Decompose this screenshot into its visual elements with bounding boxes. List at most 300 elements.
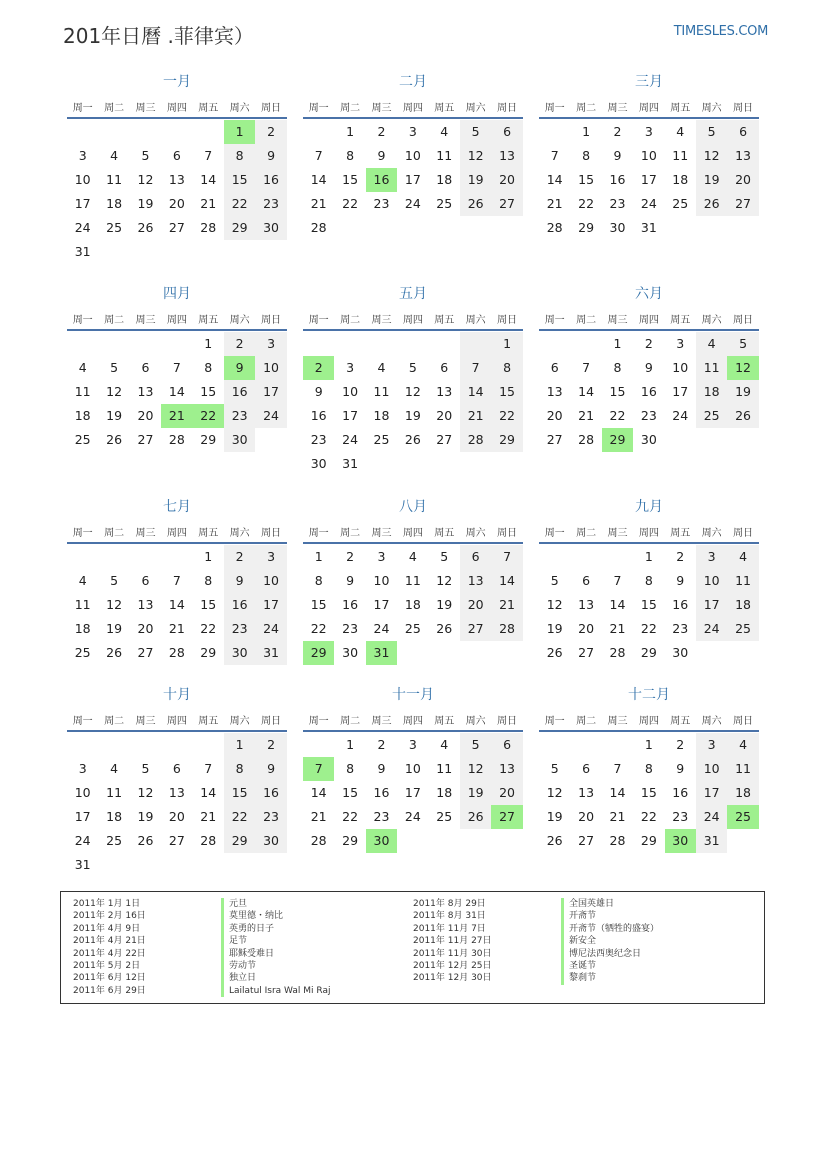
day-cell: 27 <box>727 192 758 216</box>
day-cell: 24 <box>404 809 421 824</box>
day-cell: 21 <box>200 196 217 211</box>
day-cell: 17 <box>696 593 727 617</box>
day-cell: 3 <box>676 336 685 351</box>
day-cell: 5 <box>141 148 150 163</box>
month-name: 一月 <box>163 74 191 90</box>
holiday-day-cell: 25 <box>727 805 758 829</box>
day-cell: 23 <box>373 809 390 824</box>
empty-cell <box>460 641 491 665</box>
day-cell: 20 <box>578 809 595 824</box>
empty-cell <box>460 452 491 476</box>
day-cell: 5 <box>110 573 119 588</box>
day-cell: 5 <box>440 549 449 564</box>
month-name: 四月 <box>163 286 191 302</box>
day-cell: 2 <box>644 336 653 351</box>
empty-cell <box>255 240 286 264</box>
empty-cell <box>98 120 129 144</box>
day-cell: 2 <box>377 124 386 139</box>
day-cell: 26 <box>106 645 123 660</box>
day-cell: 5 <box>696 120 727 144</box>
holiday-day-cell: 7 <box>303 757 334 781</box>
weekday-label: 周二 <box>576 102 597 114</box>
day-cell: 24 <box>74 833 91 848</box>
weekday-label: 周日 <box>497 715 518 727</box>
empty-cell <box>429 452 460 476</box>
day-cell: 28 <box>168 645 185 660</box>
month-name: 八月 <box>399 499 427 515</box>
day-cell: 22 <box>491 404 522 428</box>
day-cell: 11 <box>74 597 91 612</box>
weekday-label: 周二 <box>576 314 597 326</box>
month-block <box>67 686 287 877</box>
day-cell: 8 <box>224 144 255 168</box>
weekday-label: 周一 <box>544 527 565 539</box>
day-cell: 7 <box>172 360 181 375</box>
weekday-label: 周四 <box>638 314 659 326</box>
weekday-label: 周三 <box>135 527 156 539</box>
day-cell: 14 <box>200 785 217 800</box>
day-cell: 1 <box>613 336 622 351</box>
day-cell: 22 <box>200 621 217 636</box>
day-cell: 24 <box>696 805 727 829</box>
day-cell: 30 <box>255 216 286 240</box>
empty-cell <box>303 733 334 757</box>
weekday-header <box>303 520 523 544</box>
day-cell: 15 <box>640 785 657 800</box>
day-cell: 26 <box>137 220 154 235</box>
empty-cell <box>130 332 161 356</box>
day-cell: 18 <box>727 781 758 805</box>
day-cell: 4 <box>377 360 386 375</box>
day-cell: 19 <box>460 168 491 192</box>
day-cell: 11 <box>696 356 727 380</box>
day-cell: 25 <box>436 196 453 211</box>
empty-cell <box>397 829 428 853</box>
holiday-day-cell: 16 <box>366 168 397 192</box>
day-cell: 13 <box>727 144 758 168</box>
weekday-label: 周三 <box>607 102 628 114</box>
empty-cell <box>727 641 758 665</box>
month-name: 二月 <box>399 74 427 90</box>
day-cell: 27 <box>460 617 491 641</box>
month-block <box>303 498 523 665</box>
day-cell: 9 <box>676 761 685 776</box>
month-name: 三月 <box>635 74 663 90</box>
day-cell: 8 <box>346 761 355 776</box>
day-cell: 11 <box>436 761 453 776</box>
empty-cell <box>224 853 255 877</box>
day-cell: 28 <box>168 432 185 447</box>
day-cell: 16 <box>609 172 626 187</box>
day-cell: 13 <box>137 384 154 399</box>
day-cell: 22 <box>224 805 255 829</box>
empty-cell <box>161 733 192 757</box>
day-cell: 24 <box>255 404 286 428</box>
day-cell: 10 <box>255 356 286 380</box>
day-cell: 14 <box>460 380 491 404</box>
day-cell: 10 <box>255 569 286 593</box>
day-cell: 31 <box>342 456 359 471</box>
day-cell: 1 <box>582 124 591 139</box>
day-cell: 5 <box>110 360 119 375</box>
month-name: 九月 <box>635 499 663 515</box>
empty-cell <box>696 641 727 665</box>
day-cell: 15 <box>609 384 626 399</box>
day-cell: 9 <box>224 569 255 593</box>
empty-cell <box>224 240 255 264</box>
day-cell: 31 <box>74 244 91 259</box>
weekday-label: 周五 <box>434 527 455 539</box>
day-cell: 6 <box>141 573 150 588</box>
day-cell: 2 <box>224 545 255 569</box>
weekday-label: 周日 <box>733 102 754 114</box>
empty-cell <box>98 733 129 757</box>
weekday-label: 周日 <box>261 314 282 326</box>
day-cell: 16 <box>224 380 255 404</box>
weekday-label: 周日 <box>497 102 518 114</box>
day-cell: 16 <box>672 785 689 800</box>
day-cell: 15 <box>224 781 255 805</box>
empty-cell <box>397 216 428 240</box>
weekday-label: 周一 <box>72 715 93 727</box>
day-cell: 19 <box>460 781 491 805</box>
empty-cell <box>539 733 570 757</box>
day-cell: 16 <box>224 593 255 617</box>
day-cell: 7 <box>613 573 622 588</box>
day-cell: 17 <box>696 781 727 805</box>
day-cell: 27 <box>137 432 154 447</box>
day-cell: 22 <box>310 621 327 636</box>
day-cell: 8 <box>224 757 255 781</box>
empty-cell <box>193 120 224 144</box>
day-cell: 19 <box>696 168 727 192</box>
day-cell: 25 <box>106 833 123 848</box>
day-cell: 14 <box>609 785 626 800</box>
weekday-header <box>67 95 287 119</box>
weekday-header <box>539 708 759 732</box>
day-cell: 20 <box>578 621 595 636</box>
day-cell: 28 <box>546 220 563 235</box>
day-grid <box>539 733 759 853</box>
day-cell: 30 <box>310 456 327 471</box>
weekday-label: 周二 <box>576 715 597 727</box>
day-cell: 8 <box>613 360 622 375</box>
empty-cell <box>460 829 491 853</box>
empty-cell <box>161 332 192 356</box>
month-block <box>303 285 523 476</box>
day-cell: 27 <box>168 833 185 848</box>
day-cell: 22 <box>342 809 359 824</box>
day-cell: 29 <box>224 829 255 853</box>
weekday-label: 周日 <box>261 102 282 114</box>
day-cell: 28 <box>200 220 217 235</box>
holiday-date: 2011年 6月 29日 <box>73 985 146 996</box>
day-cell: 4 <box>440 124 449 139</box>
day-cell: 3 <box>408 737 417 752</box>
empty-cell <box>67 332 98 356</box>
weekday-label: 周二 <box>104 527 125 539</box>
weekday-label: 周六 <box>465 102 486 114</box>
holiday-day-cell: 21 <box>161 404 192 428</box>
weekday-header <box>539 520 759 544</box>
day-cell: 22 <box>640 621 657 636</box>
month-block <box>539 285 759 452</box>
day-cell: 6 <box>491 733 522 757</box>
weekday-label: 周三 <box>135 102 156 114</box>
weekday-label: 周二 <box>104 102 125 114</box>
day-cell: 11 <box>106 785 123 800</box>
day-cell: 5 <box>460 733 491 757</box>
day-cell: 28 <box>491 617 522 641</box>
day-cell: 27 <box>546 432 563 447</box>
day-cell: 31 <box>640 220 657 235</box>
weekday-label: 周日 <box>261 527 282 539</box>
holiday-name: 独立日 <box>221 972 330 984</box>
month-block <box>303 73 523 240</box>
day-cell: 20 <box>546 408 563 423</box>
day-cell: 21 <box>310 809 327 824</box>
day-cell: 29 <box>342 833 359 848</box>
weekday-label: 周三 <box>607 715 628 727</box>
empty-cell <box>696 216 727 240</box>
day-grid <box>303 545 523 665</box>
day-cell: 5 <box>408 360 417 375</box>
empty-cell <box>130 853 161 877</box>
day-cell: 12 <box>106 384 123 399</box>
day-cell: 28 <box>578 432 595 447</box>
weekday-label: 周一 <box>544 715 565 727</box>
weekday-label: 周二 <box>340 102 361 114</box>
empty-cell <box>727 428 758 452</box>
weekday-label: 周三 <box>371 102 392 114</box>
empty-cell <box>98 545 129 569</box>
day-cell: 30 <box>224 428 255 452</box>
day-cell: 20 <box>137 408 154 423</box>
holiday-day-cell: 30 <box>366 829 397 853</box>
day-cell: 16 <box>640 384 657 399</box>
day-cell: 17 <box>255 380 286 404</box>
day-cell: 4 <box>78 360 87 375</box>
weekday-label: 周三 <box>371 527 392 539</box>
day-cell: 24 <box>696 617 727 641</box>
day-cell: 12 <box>436 573 453 588</box>
holiday-name: 元旦 <box>221 898 330 910</box>
day-cell: 15 <box>640 597 657 612</box>
day-cell: 6 <box>172 148 181 163</box>
holiday-date: 2011年 8月 31日 <box>413 911 486 922</box>
empty-cell <box>366 332 397 356</box>
weekday-label: 周二 <box>340 314 361 326</box>
day-cell: 7 <box>172 573 181 588</box>
weekday-header <box>303 95 523 119</box>
day-cell: 28 <box>609 645 626 660</box>
day-cell: 19 <box>106 408 123 423</box>
day-cell: 17 <box>672 384 689 399</box>
day-cell: 17 <box>342 408 359 423</box>
weekday-label: 周日 <box>733 314 754 326</box>
day-cell: 23 <box>255 805 286 829</box>
day-cell: 16 <box>255 781 286 805</box>
day-cell: 4 <box>110 761 119 776</box>
day-cell: 2 <box>676 549 685 564</box>
weekday-label: 周日 <box>733 715 754 727</box>
day-cell: 24 <box>373 621 390 636</box>
holiday-name: 劳动节 <box>221 960 330 972</box>
day-cell: 21 <box>609 621 626 636</box>
day-grid <box>303 120 523 240</box>
day-cell: 27 <box>436 432 453 447</box>
day-cell: 13 <box>491 144 522 168</box>
day-cell: 14 <box>491 569 522 593</box>
empty-cell <box>161 120 192 144</box>
day-cell: 27 <box>137 645 154 660</box>
weekday-label: 周六 <box>701 314 722 326</box>
empty-cell <box>334 216 365 240</box>
day-cell: 26 <box>696 192 727 216</box>
day-cell: 31 <box>74 857 91 872</box>
empty-cell <box>161 545 192 569</box>
day-cell: 29 <box>224 216 255 240</box>
day-cell: 11 <box>106 172 123 187</box>
day-cell: 29 <box>578 220 595 235</box>
day-cell: 26 <box>137 833 154 848</box>
day-cell: 30 <box>224 641 255 665</box>
day-grid <box>539 332 759 452</box>
holiday-day-cell: 22 <box>193 404 224 428</box>
empty-cell <box>366 452 397 476</box>
day-cell: 28 <box>310 833 327 848</box>
weekday-label: 周六 <box>465 314 486 326</box>
day-cell: 3 <box>346 360 355 375</box>
day-cell: 15 <box>491 380 522 404</box>
day-cell: 9 <box>377 761 386 776</box>
holiday-names-left <box>221 898 330 997</box>
day-cell: 6 <box>550 360 559 375</box>
weekday-label: 周五 <box>434 715 455 727</box>
day-cell: 26 <box>546 645 563 660</box>
day-cell: 20 <box>491 781 522 805</box>
day-cell: 21 <box>546 196 563 211</box>
day-cell: 22 <box>609 408 626 423</box>
day-cell: 10 <box>74 172 91 187</box>
month-block <box>67 73 287 264</box>
day-cell: 24 <box>404 196 421 211</box>
day-cell: 21 <box>200 809 217 824</box>
weekday-label: 周四 <box>402 715 423 727</box>
weekday-label: 周四 <box>166 715 187 727</box>
day-cell: 30 <box>609 220 626 235</box>
holiday-date: 2011年 2月 16日 <box>73 911 146 922</box>
day-cell: 12 <box>137 172 154 187</box>
empty-cell <box>429 641 460 665</box>
day-cell: 15 <box>342 172 359 187</box>
day-cell: 14 <box>200 172 217 187</box>
day-cell: 16 <box>310 408 327 423</box>
day-cell: 12 <box>546 785 563 800</box>
holiday-name: 黎刹节 <box>561 972 659 984</box>
weekday-label: 周四 <box>402 102 423 114</box>
weekday-label: 周四 <box>402 527 423 539</box>
day-cell: 13 <box>546 384 563 399</box>
holiday-name: Lailatul Isra Wal Mi Raj <box>221 985 330 997</box>
day-cell: 10 <box>404 148 421 163</box>
empty-cell <box>570 545 601 569</box>
day-cell: 26 <box>404 432 421 447</box>
weekday-label: 周三 <box>607 314 628 326</box>
weekday-label: 周一 <box>308 715 329 727</box>
weekday-label: 周一 <box>308 314 329 326</box>
day-cell: 16 <box>255 168 286 192</box>
holiday-name: 新安全 <box>561 935 659 947</box>
day-cell: 31 <box>255 641 286 665</box>
day-cell: 26 <box>436 621 453 636</box>
holiday-day-cell: 27 <box>491 805 522 829</box>
holiday-day-cell: 29 <box>602 428 633 452</box>
day-cell: 3 <box>696 733 727 757</box>
day-cell: 29 <box>491 428 522 452</box>
empty-cell <box>491 216 522 240</box>
day-cell: 9 <box>676 573 685 588</box>
day-cell: 5 <box>727 332 758 356</box>
weekday-label: 周五 <box>434 102 455 114</box>
day-cell: 14 <box>168 384 185 399</box>
day-cell: 15 <box>310 597 327 612</box>
day-cell: 1 <box>346 737 355 752</box>
day-cell: 23 <box>310 432 327 447</box>
day-cell: 19 <box>436 597 453 612</box>
day-grid <box>67 545 287 665</box>
holiday-date: 2011年 11月 27日 <box>413 936 492 947</box>
weekday-label: 周六 <box>701 715 722 727</box>
day-cell: 22 <box>640 809 657 824</box>
holiday-day-cell: 29 <box>303 641 334 665</box>
day-cell: 1 <box>314 549 323 564</box>
day-cell: 6 <box>727 120 758 144</box>
holiday-dates-left <box>73 898 146 997</box>
day-cell: 14 <box>578 384 595 399</box>
empty-cell <box>303 332 334 356</box>
weekday-label: 周一 <box>544 314 565 326</box>
empty-cell <box>397 641 428 665</box>
empty-cell <box>665 428 696 452</box>
site-logo-link[interactable]: TIMESLES.COM <box>673 24 768 39</box>
day-cell: 3 <box>696 545 727 569</box>
day-cell: 18 <box>74 621 91 636</box>
day-cell: 4 <box>110 148 119 163</box>
day-cell: 7 <box>491 545 522 569</box>
holiday-date: 2011年 6月 12日 <box>73 973 146 984</box>
day-cell: 21 <box>168 621 185 636</box>
empty-cell <box>539 120 570 144</box>
day-cell: 22 <box>342 196 359 211</box>
day-grid <box>303 733 523 853</box>
day-cell: 1 <box>224 733 255 757</box>
day-cell: 13 <box>578 597 595 612</box>
day-cell: 1 <box>346 124 355 139</box>
weekday-label: 周一 <box>72 527 93 539</box>
day-cell: 18 <box>436 785 453 800</box>
day-cell: 18 <box>373 408 390 423</box>
empty-cell <box>67 545 98 569</box>
holiday-name: 足节 <box>221 935 330 947</box>
empty-cell <box>255 853 286 877</box>
day-cell: 4 <box>676 124 685 139</box>
day-cell: 10 <box>342 384 359 399</box>
day-cell: 24 <box>640 196 657 211</box>
day-cell: 2 <box>613 124 622 139</box>
weekday-label: 周四 <box>402 314 423 326</box>
day-cell: 7 <box>204 761 213 776</box>
